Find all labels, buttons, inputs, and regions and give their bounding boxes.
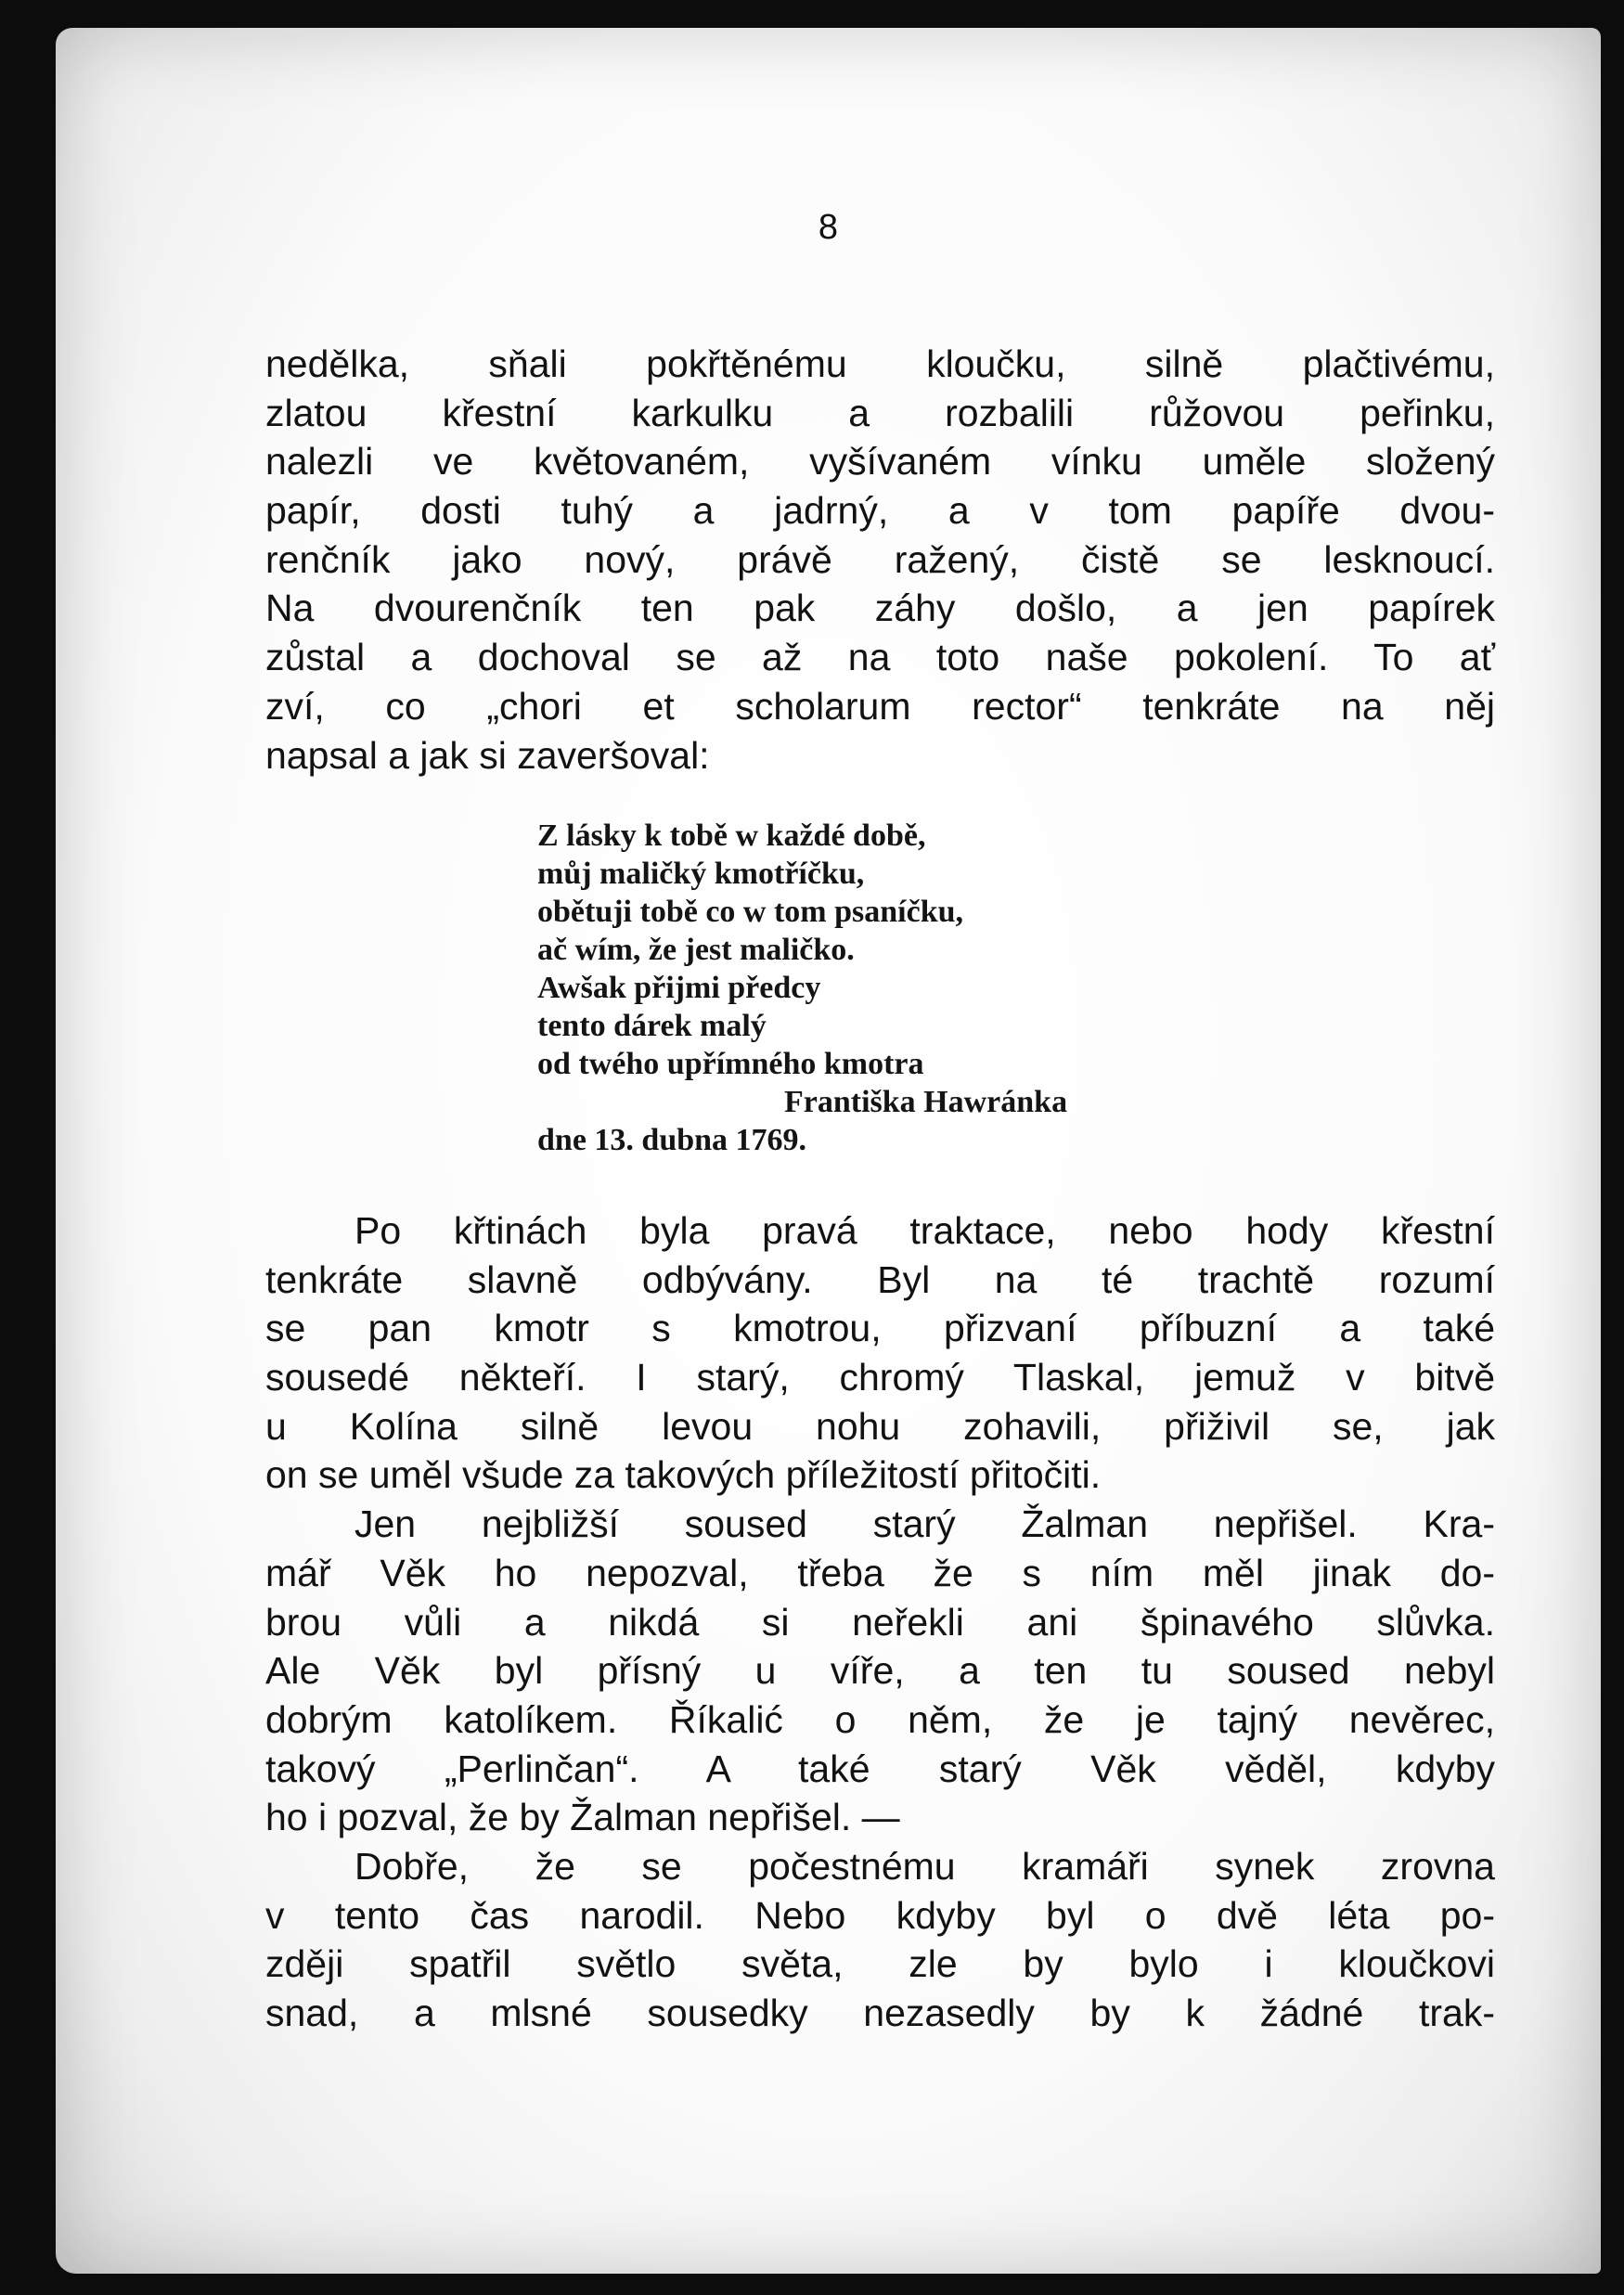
poem-line: tento dárek malý [537,1009,767,1043]
text-line: Ale Věk byl přísný u víře, a ten tu soused nebyl [265,1649,1495,1693]
book-page [56,28,1601,2274]
text-line: Dobře, že se počestnému kramáři synek zrovna [354,1844,1495,1888]
poem-date: dne 13. dubna 1769. [537,1123,807,1157]
poem-signature: Františka Hawránka [784,1085,1068,1119]
text-line: takový „Perlinčan“. A také starý Věk věděl, kdyby [265,1747,1495,1790]
poem-line: ač wím, že jest maličko. [537,933,855,967]
text-line: Na dvourenčník ten pak záhy došlo, a jen papírek [265,587,1495,630]
text-line: zlatou křestní karkulku a rozbalili růžovou peřinku, [265,391,1495,434]
paragraph-1 [265,340,1495,780]
text-line: Jen nejbližší soused starý Žalman nepřišel. Kra- [354,1502,1495,1546]
poem-line: obětuji tobě co w tom psaníčku, [537,895,964,929]
text-line: ho i pozval, že by Žalman nepřišel. — [265,1796,900,1839]
text-line: mář Věk ho nepozval, třeba že s ním měl jinak do- [265,1551,1495,1594]
text-line: renčník jako nový, právě ražený, čistě se lesknoucí. [265,537,1495,581]
paragraph-2 [265,1206,1495,2038]
text-line: snad, a mlsné sousedky nezasedly by k žádné trak- [265,1992,1495,2034]
page-number: 8 [818,208,839,247]
text-line: Po křtinách byla pravá traktace, nebo hody křestní [354,1209,1495,1252]
text-line: nedělka, sňali pokřtěnému kloučku, silně plačtivému, [265,342,1495,385]
text-line: tenkráte slavně odbývány. Byl na té trachtě rozumí [265,1257,1495,1301]
text-line: zději spatřil světlo světa, zle by bylo i kloučkovi [265,1942,1495,1986]
text-line: sousedé někteří. I starý, chromý Tlaskal, jemuž v bitvě [265,1356,1495,1399]
poem-line: od twého upřímného kmotra [537,1047,924,1081]
poem-line: Awšak přijmi předcy [537,971,821,1005]
text-line: dobrým katolíkem. Říkalić o něm, že je tajný nevěrec, [265,1697,1495,1741]
text-line: zví, co „chori et scholarum rector“ tenkráte na něj [265,684,1495,728]
text-line: v tento čas narodil. Nebo kdyby byl o dvě léta po- [265,1893,1495,1937]
text-line: napsal a jak si zaveršoval: [265,733,710,777]
text-line: nalezli ve květovaném, vyšívaném vínku uměle složený [265,440,1495,483]
text-line: on se uměl všude za takových příležitostí přitočiti. [265,1453,1102,1497]
text-line: zůstal a dochoval se až na toto naše pokolení. To ať [265,636,1495,679]
text-line: papír, dosti tuhý a jadrný, a v tom papíře dvou- [265,489,1495,533]
poem-line: můj maličký kmotříčku, [537,857,865,891]
text-line: se pan kmotr s kmotrou, přizvaní příbuzní a také [265,1307,1495,1350]
text-line: u Kolína silně levou nohu zohavili, přiživil se, jak [265,1404,1495,1448]
poem-block [537,817,1224,1159]
text-line: brou vůli a nikdá si neřekli ani špinavého slůvka. [265,1600,1495,1644]
poem-line: Z lásky k tobě w každé době, [537,819,926,853]
